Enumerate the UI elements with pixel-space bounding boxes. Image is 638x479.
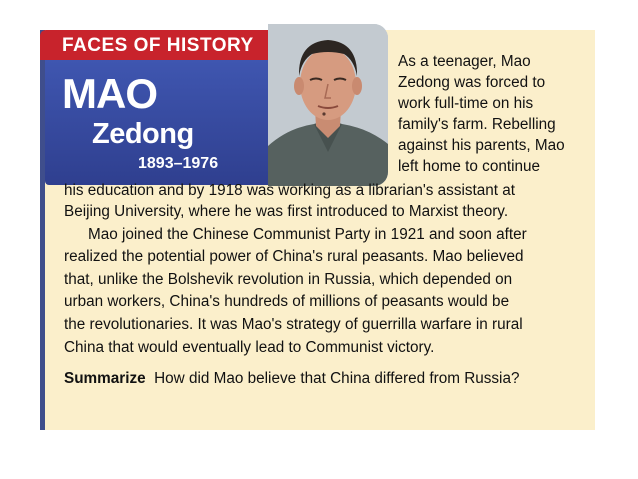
body-line-4: family's farm. Rebelling: [398, 116, 556, 133]
body-line-12: urban workers, China's hundreds of millions of peasants would be: [64, 293, 510, 310]
body-line-9: Mao joined the Chinese Communist Party in 1921 and soon after: [88, 226, 527, 243]
body-line-2: Zedong was forced to: [398, 74, 546, 91]
faces-of-history-banner: FACES OF HISTORY: [40, 30, 284, 60]
body-line-13: the revolutionaries. It was Mao's strategy of guerrilla warfare in rural: [64, 316, 523, 333]
body-line-11: that, unlike the Bolshevik revolution in Russia, which depended on: [64, 271, 513, 288]
last-name-heading: Zedong: [92, 118, 194, 150]
summarize-question: How did Mao believe that China differed from Russia?: [154, 370, 520, 387]
body-line-6: left home to continue: [398, 158, 541, 175]
life-years: 1893–1976: [138, 155, 219, 172]
body-line-7: his education and by 1918 was working as a librarian's assistant at: [64, 182, 516, 199]
first-name-heading: MAO: [62, 70, 157, 117]
mao-portrait: [268, 24, 388, 186]
summarize-label: Summarize: [64, 370, 146, 387]
body-line-14: China that would eventually lead to Communist victory.: [64, 339, 435, 356]
body-line-1: As a teenager, Mao: [398, 53, 531, 70]
body-line-5: against his parents, Mao: [398, 137, 565, 154]
body-line-8: Beijing University, where he was first introduced to Marxist theory.: [64, 203, 509, 220]
body-line-3: work full-time on his: [398, 95, 534, 112]
body-line-10: realized the potential power of China's rural peasants. Mao believed: [64, 248, 524, 265]
summarize-prompt: [64, 369, 519, 389]
